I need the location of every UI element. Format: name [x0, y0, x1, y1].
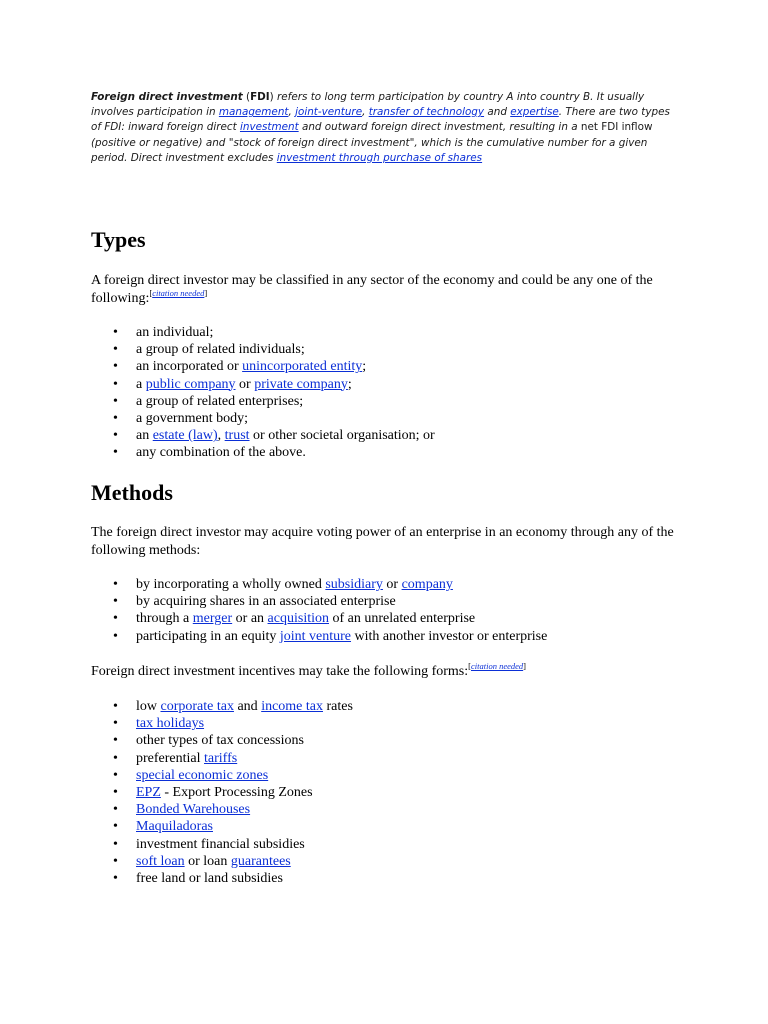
link-joint-venture[interactable]: joint-venture: [295, 106, 363, 119]
list-item: [91, 767, 353, 784]
citation-needed-note: [citation needed]: [468, 661, 526, 671]
list-item: • other types of tax concessions: [91, 732, 353, 749]
list-item: • a government body;: [91, 410, 435, 427]
list-item: • a group of related individuals;: [91, 341, 435, 358]
net-fdi-inflow: net FDI inflow: [580, 121, 653, 134]
list-item: • a group of related enterprises;: [91, 393, 435, 410]
link-expertise[interactable]: expertise: [510, 106, 559, 119]
list-item: • any combination of the above.: [91, 444, 435, 461]
fdi-abbr: FDI: [250, 91, 270, 103]
methods-paragraph: The foreign direct investor may acquire voting power of an enterprise in an economy through any of the following methods:: [91, 525, 674, 558]
link-soft-loan[interactable]: soft loan: [136, 853, 185, 869]
list-item: [91, 818, 353, 835]
link-epz[interactable]: EPZ: [136, 785, 161, 801]
link-bonded-warehouses[interactable]: Bonded Warehouses: [136, 802, 251, 818]
link-investment-through-shares[interactable]: investment through purchase of shares: [276, 151, 483, 164]
link-joint-venture-equity[interactable]: joint venture: [279, 628, 352, 644]
list-item: [91, 801, 353, 818]
citation-needed-note: [citation needed]: [149, 287, 208, 298]
link-unincorporated-entity[interactable]: unincorporated entity: [242, 359, 363, 375]
types-heading: Types: [91, 227, 146, 252]
intro-paragraph: Foreign direct investment (FDI) refers to long term participation by country A into country B. It usually involves participation in management, joint-venture, transfer of technology and expertise. There are two types of FDI: inward foreign direct investment and outward foreign direct investment, resulting in a net FDI inflow (positive or negative) and "stock of foreign direct investment", which is the cumulative number for a given period. Direct investment excludes investment through purchase of shares: [91, 91, 670, 164]
link-guarantees[interactable]: guarantees: [230, 853, 291, 869]
incentives-list: [91, 698, 353, 887]
citation-needed-link[interactable]: citation needed: [152, 287, 205, 298]
list-item: • an individual;: [91, 324, 435, 341]
link-investment[interactable]: investment: [239, 121, 299, 134]
fdi-term: Foreign direct investment: [91, 91, 243, 103]
list-item: • free land or land subsidies: [91, 870, 353, 887]
link-special-economic-zones[interactable]: special economic zones: [136, 767, 269, 783]
list-item: • by incorporating a wholly owned subsidiary or company: [91, 576, 547, 593]
list-item: • soft loan or loan guarantees: [91, 853, 353, 870]
list-item: [91, 715, 353, 732]
link-transfer-of-technology[interactable]: transfer of technology: [368, 106, 485, 119]
list-item: • by acquiring shares in an associated enterprise: [91, 593, 547, 610]
list-item: • low corporate tax and income tax rates: [91, 698, 353, 715]
list-item: • participating in an equity joint venture with another investor or enterprise: [91, 628, 547, 645]
link-income-tax[interactable]: income tax: [261, 699, 323, 714]
list-item: • EPZ - Export Processing Zones: [91, 784, 353, 801]
link-acquisition[interactable]: acquisition: [267, 611, 329, 627]
list-item: • through a merger or an acquisition of an unrelated enterprise: [91, 610, 547, 627]
link-estate-law[interactable]: estate (law): [152, 428, 218, 444]
list-item: • preferential tariffs: [91, 750, 353, 767]
methods-list: [91, 576, 547, 645]
link-public-company[interactable]: public company: [145, 376, 236, 392]
link-trust[interactable]: trust: [224, 428, 250, 444]
incentives-paragraph: Foreign direct investment incentives may take the following forms:[citation needed]: [91, 661, 526, 679]
link-tax-holidays[interactable]: tax holidays: [136, 716, 205, 732]
link-company[interactable]: company: [401, 577, 453, 592]
methods-heading: Methods: [91, 480, 173, 505]
citation-needed-link[interactable]: citation needed: [470, 661, 524, 671]
link-merger[interactable]: merger: [192, 611, 233, 627]
link-subsidiary[interactable]: subsidiary: [325, 577, 383, 592]
types-list: [91, 324, 435, 462]
list-item: • an incorporated or unincorporated entity;: [91, 358, 435, 375]
list-item: • a public company or private company;: [91, 376, 435, 393]
list-item: • an estate (law), trust or other societal organisation; or: [91, 427, 435, 444]
list-item: • investment financial subsidies: [91, 836, 353, 853]
link-corporate-tax[interactable]: corporate tax: [160, 699, 234, 714]
link-private-company[interactable]: private company: [254, 376, 348, 392]
link-management[interactable]: management: [218, 106, 289, 119]
types-paragraph: A foreign direct investor may be classified in any sector of the economy and could be any one of the following:[citation needed]: [91, 273, 653, 306]
link-tariffs[interactable]: tariffs: [204, 750, 238, 766]
link-maquiladoras[interactable]: Maquiladoras: [136, 819, 213, 835]
